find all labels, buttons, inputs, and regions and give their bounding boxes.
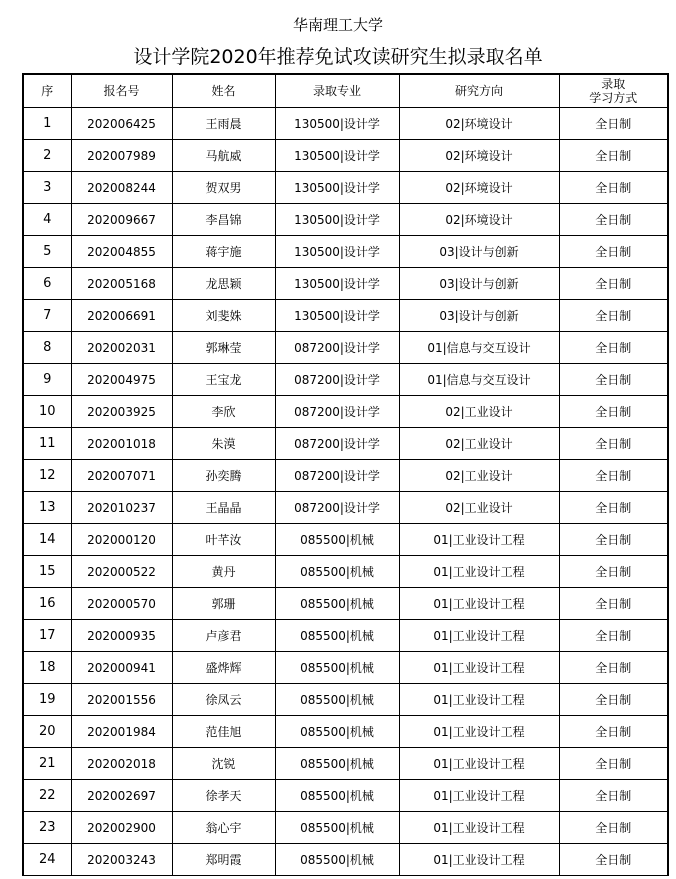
cell-name: 蒋宇施 <box>172 236 275 268</box>
cell-direction: 02|工业设计 <box>399 428 559 460</box>
cell-major: 087200|设计学 <box>275 396 399 428</box>
cell-direction: 02|环境设计 <box>399 108 559 140</box>
table-row <box>23 364 668 396</box>
document-title: 设计学院2020年推荐免试攻读研究生拟录取名单 <box>133 46 543 68</box>
table-row <box>23 236 668 268</box>
cell-study-mode: 全日制 <box>559 588 668 620</box>
cell-study-mode: 全日制 <box>559 684 668 716</box>
cell-major: 130500|设计学 <box>275 236 399 268</box>
cell-study-mode: 全日制 <box>559 524 668 556</box>
table-row <box>23 716 668 748</box>
column-header-reg-no: 报名号 <box>71 74 172 108</box>
column-header-name: 姓名 <box>172 74 275 108</box>
cell-name: 徐凤云 <box>172 684 275 716</box>
cell-reg-no: 202007989 <box>71 140 172 172</box>
cell-reg-no: 202002031 <box>71 332 172 364</box>
cell-direction: 02|环境设计 <box>399 140 559 172</box>
cell-major: 130500|设计学 <box>275 268 399 300</box>
cell-direction: 01|工业设计工程 <box>399 588 559 620</box>
cell-direction: 01|工业设计工程 <box>399 684 559 716</box>
cell-major: 085500|机械 <box>275 588 399 620</box>
cell-study-mode: 全日制 <box>559 204 668 236</box>
cell-major: 130500|设计学 <box>275 300 399 332</box>
cell-seq: 23 <box>23 812 71 844</box>
cell-seq: 11 <box>23 428 71 460</box>
cell-major: 085500|机械 <box>275 652 399 684</box>
cell-direction: 01|工业设计工程 <box>399 844 559 876</box>
cell-study-mode: 全日制 <box>559 364 668 396</box>
cell-name: 郭琳莹 <box>172 332 275 364</box>
cell-seq: 6 <box>23 268 71 300</box>
cell-direction: 01|工业设计工程 <box>399 812 559 844</box>
cell-major: 087200|设计学 <box>275 364 399 396</box>
table-row <box>23 748 668 780</box>
cell-seq: 9 <box>23 364 71 396</box>
table-row <box>23 588 668 620</box>
cell-reg-no: 202001984 <box>71 716 172 748</box>
table-row <box>23 428 668 460</box>
cell-reg-no: 202000941 <box>71 652 172 684</box>
cell-direction: 02|环境设计 <box>399 204 559 236</box>
cell-direction: 01|信息与交互设计 <box>399 332 559 364</box>
cell-study-mode: 全日制 <box>559 620 668 652</box>
cell-major: 087200|设计学 <box>275 428 399 460</box>
cell-major: 085500|机械 <box>275 524 399 556</box>
table-row <box>23 332 668 364</box>
cell-major: 085500|机械 <box>275 716 399 748</box>
cell-seq: 7 <box>23 300 71 332</box>
cell-seq: 4 <box>23 204 71 236</box>
cell-study-mode: 全日制 <box>559 396 668 428</box>
cell-seq: 21 <box>23 748 71 780</box>
table-row <box>23 812 668 844</box>
cell-seq: 18 <box>23 652 71 684</box>
cell-direction: 02|工业设计 <box>399 492 559 524</box>
cell-direction: 03|设计与创新 <box>399 268 559 300</box>
cell-study-mode: 全日制 <box>559 556 668 588</box>
table-body <box>23 108 668 876</box>
table-row <box>23 684 668 716</box>
cell-seq: 15 <box>23 556 71 588</box>
cell-direction: 03|设计与创新 <box>399 236 559 268</box>
cell-major: 085500|机械 <box>275 812 399 844</box>
cell-major: 087200|设计学 <box>275 492 399 524</box>
cell-study-mode: 全日制 <box>559 748 668 780</box>
cell-reg-no: 202005168 <box>71 268 172 300</box>
cell-seq: 12 <box>23 460 71 492</box>
study-mode-header-line1: 录取 <box>601 77 626 91</box>
cell-seq: 8 <box>23 332 71 364</box>
cell-study-mode: 全日制 <box>559 428 668 460</box>
cell-name: 郭珊 <box>172 588 275 620</box>
table-row <box>23 204 668 236</box>
cell-reg-no: 202004855 <box>71 236 172 268</box>
cell-reg-no: 202001018 <box>71 428 172 460</box>
cell-major: 085500|机械 <box>275 780 399 812</box>
cell-name: 徐孝天 <box>172 780 275 812</box>
cell-study-mode: 全日制 <box>559 140 668 172</box>
cell-direction: 01|工业设计工程 <box>399 748 559 780</box>
cell-study-mode: 全日制 <box>559 716 668 748</box>
cell-study-mode: 全日制 <box>559 108 668 140</box>
cell-reg-no: 202004975 <box>71 364 172 396</box>
cell-study-mode: 全日制 <box>559 460 668 492</box>
table-row <box>23 300 668 332</box>
cell-direction: 03|设计与创新 <box>399 300 559 332</box>
cell-reg-no: 202009667 <box>71 204 172 236</box>
cell-reg-no: 202003925 <box>71 396 172 428</box>
column-header-study-mode <box>559 74 668 108</box>
cell-direction: 02|环境设计 <box>399 172 559 204</box>
cell-reg-no: 202000522 <box>71 556 172 588</box>
cell-seq: 1 <box>23 108 71 140</box>
cell-major: 085500|机械 <box>275 620 399 652</box>
cell-name: 沈锐 <box>172 748 275 780</box>
cell-major: 085500|机械 <box>275 844 399 876</box>
cell-name: 龙思颖 <box>172 268 275 300</box>
table-row <box>23 556 668 588</box>
cell-reg-no: 202008244 <box>71 172 172 204</box>
table-header-row <box>23 74 668 108</box>
cell-name: 范佳旭 <box>172 716 275 748</box>
cell-reg-no: 202010237 <box>71 492 172 524</box>
cell-seq: 2 <box>23 140 71 172</box>
cell-reg-no: 202002697 <box>71 780 172 812</box>
cell-reg-no: 202006691 <box>71 300 172 332</box>
column-header-direction: 研究方向 <box>399 74 559 108</box>
cell-reg-no: 202000935 <box>71 620 172 652</box>
cell-name: 王晶晶 <box>172 492 275 524</box>
cell-seq: 5 <box>23 236 71 268</box>
cell-major: 087200|设计学 <box>275 460 399 492</box>
study-mode-header-line2: 学习方式 <box>589 91 638 105</box>
cell-seq: 19 <box>23 684 71 716</box>
cell-name: 马航威 <box>172 140 275 172</box>
cell-study-mode: 全日制 <box>559 300 668 332</box>
cell-study-mode: 全日制 <box>559 332 668 364</box>
cell-direction: 01|信息与交互设计 <box>399 364 559 396</box>
cell-reg-no: 202002018 <box>71 748 172 780</box>
cell-name: 郑明霞 <box>172 844 275 876</box>
cell-seq: 24 <box>23 844 71 876</box>
cell-reg-no: 202002900 <box>71 812 172 844</box>
cell-seq: 22 <box>23 780 71 812</box>
cell-seq: 13 <box>23 492 71 524</box>
school-name: 华南理工大学 <box>292 16 383 34</box>
cell-major: 130500|设计学 <box>275 108 399 140</box>
cell-seq: 16 <box>23 588 71 620</box>
cell-major: 087200|设计学 <box>275 332 399 364</box>
table-row <box>23 108 668 140</box>
cell-name: 盛烨辉 <box>172 652 275 684</box>
table-row <box>23 652 668 684</box>
table-row <box>23 492 668 524</box>
cell-reg-no: 202003243 <box>71 844 172 876</box>
table-row <box>23 524 668 556</box>
column-header-seq: 序 <box>23 74 71 108</box>
cell-reg-no: 202006425 <box>71 108 172 140</box>
cell-name: 朱漠 <box>172 428 275 460</box>
cell-study-mode: 全日制 <box>559 492 668 524</box>
table-row <box>23 140 668 172</box>
table-row <box>23 780 668 812</box>
cell-seq: 10 <box>23 396 71 428</box>
cell-seq: 17 <box>23 620 71 652</box>
cell-direction: 02|工业设计 <box>399 460 559 492</box>
cell-study-mode: 全日制 <box>559 172 668 204</box>
cell-name: 孙奕腾 <box>172 460 275 492</box>
cell-seq: 14 <box>23 524 71 556</box>
table-row <box>23 844 668 876</box>
table-row <box>23 396 668 428</box>
cell-reg-no: 202000120 <box>71 524 172 556</box>
cell-seq: 20 <box>23 716 71 748</box>
cell-study-mode: 全日制 <box>559 652 668 684</box>
cell-direction: 01|工业设计工程 <box>399 716 559 748</box>
cell-major: 130500|设计学 <box>275 172 399 204</box>
table-row <box>23 172 668 204</box>
admission-table <box>22 73 669 876</box>
cell-study-mode: 全日制 <box>559 268 668 300</box>
cell-name: 卢彦君 <box>172 620 275 652</box>
table-row <box>23 460 668 492</box>
cell-direction: 02|工业设计 <box>399 396 559 428</box>
cell-name: 王雨晨 <box>172 108 275 140</box>
cell-study-mode: 全日制 <box>559 812 668 844</box>
cell-name: 李昌锦 <box>172 204 275 236</box>
cell-study-mode: 全日制 <box>559 780 668 812</box>
cell-major: 130500|设计学 <box>275 204 399 236</box>
cell-major: 085500|机械 <box>275 748 399 780</box>
cell-name: 王宝龙 <box>172 364 275 396</box>
cell-major: 085500|机械 <box>275 684 399 716</box>
cell-direction: 01|工业设计工程 <box>399 780 559 812</box>
cell-major: 130500|设计学 <box>275 140 399 172</box>
cell-direction: 01|工业设计工程 <box>399 620 559 652</box>
cell-direction: 01|工业设计工程 <box>399 652 559 684</box>
cell-name: 李欣 <box>172 396 275 428</box>
cell-study-mode: 全日制 <box>559 236 668 268</box>
cell-study-mode: 全日制 <box>559 844 668 876</box>
cell-name: 翁心宇 <box>172 812 275 844</box>
cell-name: 贺双男 <box>172 172 275 204</box>
table-row <box>23 268 668 300</box>
cell-reg-no: 202001556 <box>71 684 172 716</box>
cell-name: 叶芊汝 <box>172 524 275 556</box>
cell-major: 085500|机械 <box>275 556 399 588</box>
column-header-major: 录取专业 <box>275 74 399 108</box>
cell-direction: 01|工业设计工程 <box>399 524 559 556</box>
cell-seq: 3 <box>23 172 71 204</box>
table-row <box>23 620 668 652</box>
cell-reg-no: 202007071 <box>71 460 172 492</box>
cell-reg-no: 202000570 <box>71 588 172 620</box>
cell-name: 黄丹 <box>172 556 275 588</box>
cell-name: 刘斐姝 <box>172 300 275 332</box>
cell-direction: 01|工业设计工程 <box>399 556 559 588</box>
